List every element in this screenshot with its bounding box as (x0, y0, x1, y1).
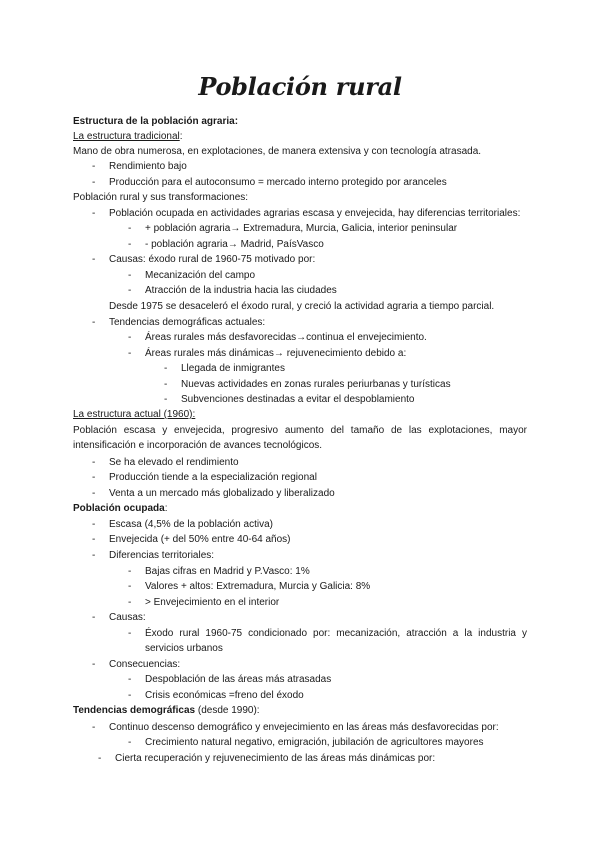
list-item: Cierta recuperación y rejuvenecimiento de las áreas más dinámicas por: (115, 753, 436, 764)
bullet-dash: - (98, 753, 102, 764)
list-item: Producción para el autoconsumo = mercado interno protegido por aranceles (109, 177, 447, 188)
list-item: Se ha elevado el rendimiento (109, 457, 239, 468)
paragraph: intensificación e incorporación de avances tecnológicos. (73, 440, 323, 451)
section-heading (73, 705, 260, 717)
bullet-dash: - (128, 223, 132, 234)
list-item: Producción tiende a la especialización regional (109, 472, 317, 483)
bullet-dash: - (128, 285, 132, 296)
bullet-dash: - (92, 208, 96, 219)
list-item: Consecuencias: (109, 659, 181, 670)
list-item: Mecanización del campo (145, 270, 256, 281)
bullet-dash: - (128, 332, 132, 343)
section-title: Tendencias demográficas (73, 705, 196, 716)
bullet-dash: - (128, 690, 132, 701)
paragraph: Desde 1975 se desaceleró el éxodo rural, y creció la actividad agraria a tiempo parcial. (109, 301, 495, 312)
list-item: Crecimiento natural negativo, emigración, jubilación de agricultores mayores (145, 737, 484, 748)
list-item: Subvenciones destinadas a evitar el despoblamiento (181, 394, 415, 405)
bullet-dash: - (92, 550, 96, 561)
list-item-continuation: servicios urbanos (145, 643, 223, 654)
bullet-dash: - (128, 566, 132, 577)
list-item: Atracción de la industria hacia las ciudades (145, 285, 337, 296)
list-item: Venta a un mercado más globalizado y liberalizado (109, 488, 335, 499)
bullet-dash: - (128, 270, 132, 281)
subsection-title: La estructura tradicional (73, 131, 180, 142)
list-item: Valores + altos: Extremadura, Murcia y Galicia: 8% (145, 581, 371, 592)
list-item: Población ocupada en actividades agrarias escasa y envejecida, hay diferencias territoriales: (109, 208, 521, 219)
bullet-dash: - (92, 317, 96, 328)
bullet-dash: - (92, 519, 96, 530)
list-item: > Envejecimiento en el interior (145, 597, 280, 608)
paragraph: Mano de obra numerosa, en explotaciones, de manera extensiva y con tecnología atrasada. (73, 146, 482, 157)
list-item: Envejecida (+ del 50% entre 40-64 años) (109, 534, 291, 545)
list-item: + población agraria→ Extremadura, Murcia, Galicia, interior peninsular (145, 223, 458, 234)
list-item: Despoblación de las áreas más atrasadas (145, 674, 332, 685)
bullet-dash: - (92, 161, 96, 172)
bullet-dash: - (128, 239, 132, 250)
bullet-dash: - (128, 597, 132, 608)
list-item: Tendencias demográficas actuales: (109, 317, 266, 328)
list-item: Llegada de inmigrantes (181, 363, 285, 374)
bullet-dash: - (128, 737, 132, 748)
bullet-dash: - (92, 177, 96, 188)
page-title: Población rural (198, 72, 402, 101)
list-item: - población agraria→ Madrid, PaísVasco (145, 239, 324, 250)
bullet-dash: - (92, 457, 96, 468)
bullet-dash: - (164, 363, 168, 374)
subsection-heading: La estructura actual (1960): (73, 409, 196, 420)
list-item: Causas: (109, 612, 146, 623)
section-title: Población ocupada (73, 503, 165, 514)
bullet-dash: - (92, 722, 96, 733)
list-item: Continuo descenso demográfico y envejecimiento en las áreas más desfavorecidas por: (109, 722, 499, 733)
bullet-dash: - (128, 628, 132, 639)
paragraph: Población escasa y envejecida, progresivo aumento del tamaño de las explotaciones, mayor (73, 425, 527, 436)
list-item: Crisis económicas =freno del éxodo (145, 690, 304, 701)
colon: : (164, 503, 168, 514)
section-heading (73, 503, 167, 515)
bullet-dash: - (128, 581, 132, 592)
list-item: Diferencias territoriales: (109, 550, 215, 561)
bullet-dash: - (164, 379, 168, 390)
bullet-dash: - (128, 674, 132, 685)
bullet-dash: - (164, 394, 168, 405)
section-subtitle: (desde 1990): (195, 705, 260, 716)
section-heading: Estructura de la población agraria: (73, 116, 239, 127)
list-item: Áreas rurales más desfavorecidas→continua el envejecimiento. (145, 332, 427, 343)
paragraph: Población rural y sus transformaciones: (73, 192, 249, 203)
list-item: Rendimiento bajo (109, 161, 187, 172)
bullet-dash: - (128, 348, 132, 359)
list-item: Áreas rurales más dinámicas→ rejuvenecimiento debido a: (145, 348, 407, 359)
list-item: Causas: éxodo rural de 1960-75 motivado por: (109, 254, 316, 265)
bullet-dash: - (92, 254, 96, 265)
bullet-dash: - (92, 612, 96, 623)
bullet-dash: - (92, 488, 96, 499)
subsection-heading (73, 131, 183, 143)
bullet-dash: - (92, 472, 96, 483)
colon: : (179, 131, 183, 142)
list-item: Nuevas actividades en zonas rurales periurbanas y turísticas (181, 379, 451, 390)
bullet-dash: - (92, 534, 96, 545)
list-item: Éxodo rural 1960-75 condicionado por: mecanización, atracción a la industria y (145, 628, 527, 639)
list-item: Escasa (4,5% de la población activa) (109, 519, 273, 530)
list-item: Bajas cifras en Madrid y P.Vasco: 1% (145, 566, 310, 577)
bullet-dash: - (92, 659, 96, 670)
